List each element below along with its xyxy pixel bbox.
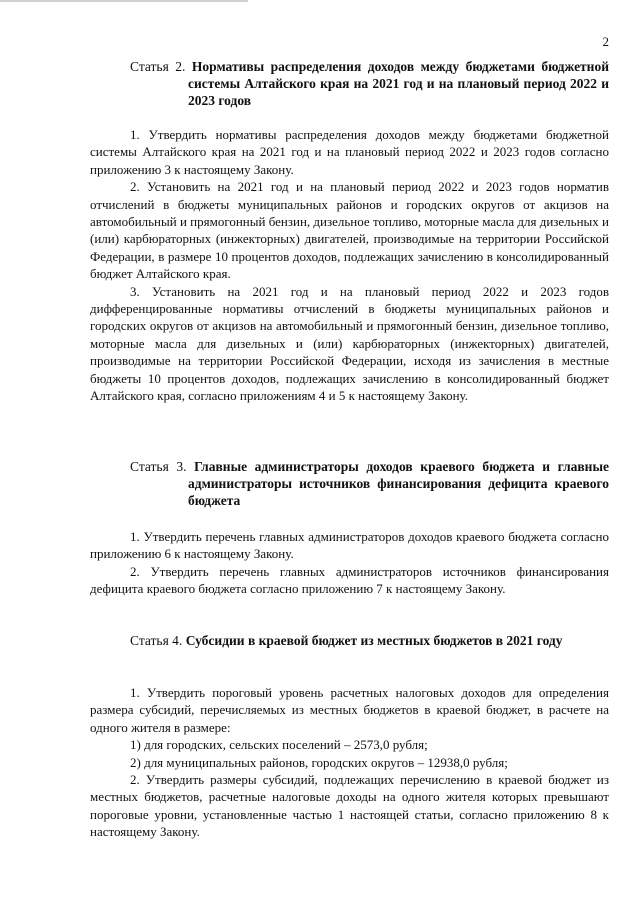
article-2-paragraph-1: 1. Утвердить нормативы распределения доходов между бюджетами бюджетной системы Алтайского края на 2021 год и на плановый период 2022 и 2023 годов согласно приложению 3 к настоящему Закону. xyxy=(90,127,609,177)
scan-edge-line xyxy=(0,0,248,2)
article-4-item-2: 2) для муниципальных районов, городских округов – 12938,0 рубля; xyxy=(130,754,508,770)
article-2-body xyxy=(90,126,609,405)
article-4-title: Субсидии в краевой бюджет из местных бюджетов в 2021 году xyxy=(185,633,563,648)
article-4-item-1: 1) для городских, сельских поселений – 2573,0 рубля; xyxy=(130,737,428,753)
article-4-label: Статья 4. xyxy=(130,633,183,648)
page-number: 2 xyxy=(602,34,609,49)
article-4-body xyxy=(90,684,609,841)
article-2-label: Статья 2. xyxy=(130,59,186,74)
article-4-heading xyxy=(130,632,609,649)
article-3-title: Главные администраторы доходов краевого бюджета и главные администраторы источников финансирования дефицита краевого бюджета xyxy=(188,459,609,508)
article-4-paragraph-2: 2. Утвердить размеры субсидий, подлежащих перечислению в краевой бюджет из местных бюджетов, расчетные налоговые доходы на одного жителя которых превышают пороговые уровни, установленные частью 1 настоящей статьи, согласно приложению 8 к настоящему Закону. xyxy=(90,772,609,840)
article-2-title: Нормативы распределения доходов между бюджетами бюджетной системы Алтайского края на 2021 год и на плановый период 2022 и 2023 годов xyxy=(188,59,609,108)
article-3-paragraph-2: 2. Утвердить перечень главных администраторов источников финансирования дефицита краевого бюджета согласно приложению 7 к настоящему Закону. xyxy=(90,563,609,597)
article-3-heading xyxy=(130,458,609,509)
article-2-heading xyxy=(130,58,609,109)
article-2-paragraph-2: 2. Установить на 2021 год и на плановый период 2022 и 2023 годов норматив отчислений в бюджеты муниципальных районов и городских округов от акцизов на автомобильный и прямогонный бензин, дизельное топливо, моторные масла для дизельных и (или) карбюраторных (инжекторных) двигателей, производимые на территории Российской Федерации, в размере 10 процентов доходов, подлежащих зачислению в консолидированный бюджет Алтайского края. xyxy=(90,179,609,282)
article-3-label: Статья 3. xyxy=(130,459,187,474)
article-3-paragraph-1: 1. Утвердить перечень главных администраторов доходов краевого бюджета согласно приложению 6 к настоящему Закону. xyxy=(90,529,609,562)
article-4-paragraph-1: 1. Утвердить пороговый уровень расчетных налоговых доходов для определения размера субсидий, перечисляемых из местных бюджетов в краевой бюджет, в расчете на одного жителя в размере: xyxy=(90,685,609,735)
article-3-body xyxy=(90,528,609,598)
article-2-paragraph-3: 3. Установить на 2021 год и на плановый период 2022 и 2023 годов дифференцированные нормативы отчислений в бюджеты муниципальных районов и городских округов от акцизов на автомобильный и прямогонный бензин, дизельное топливо, моторные масла для дизельных и (или) карбюраторных (инжекторных) двигателей, производимые на территории Российской Федерации, исходя из зачисления в местные бюджеты 10 процентов доходов, подлежащих зачислению в консолидированный бюджет Алтайского края, согласно приложениям 4 и 5 к настоящему Закону. xyxy=(90,283,609,404)
